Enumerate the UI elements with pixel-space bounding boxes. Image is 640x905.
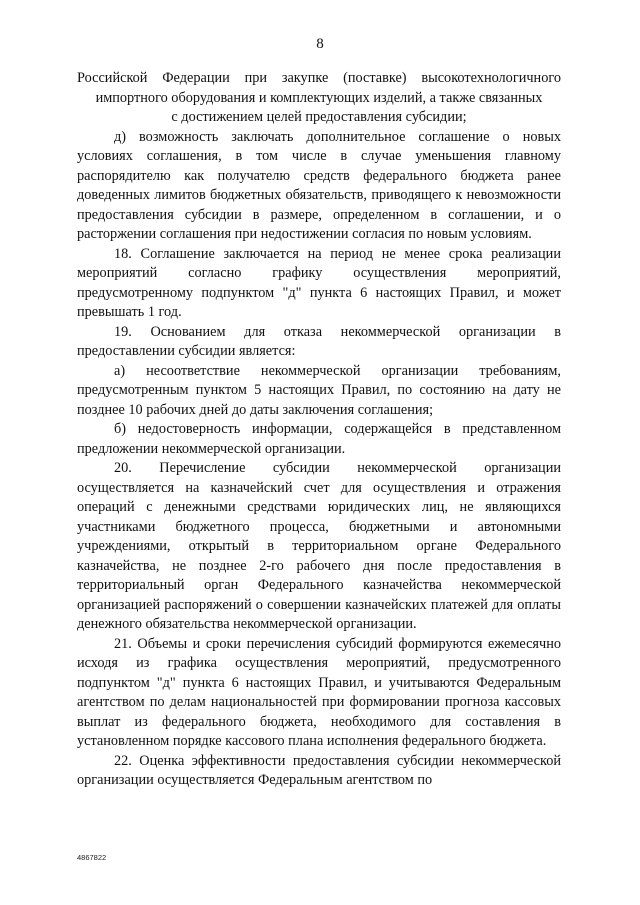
paragraph-continuation-line-2: импортного оборудования и комплектующих изделий, а также связанных <box>95 89 543 106</box>
paragraph-continuation-line-3: с достижением целей предоставления субсидии; <box>171 109 467 125</box>
paragraph-subitem-d: д) возможность заключать дополнительное соглашение о новых условиях соглашения, в том числе в случае уменьшения главному распорядителю как получателю средств федерального бюджета ранее доведенных лимитов бюджетных обязательств, приводящего к невозможности предоставления субсидии в размере, определенном в соглашении, и о расторжении соглашения при недостижении согласия по новым условиям. <box>77 128 561 242</box>
page-number: 8 <box>316 36 324 52</box>
paragraph-item-22: 22. Оценка эффективности предоставления субсидии некоммерческой организации осуществляется Федеральным агентством по <box>77 752 561 788</box>
paragraph-subitem-b: б) недостоверность информации, содержащейся в представленном предложении некоммерческой организации. <box>77 421 561 457</box>
document-body <box>77 69 561 791</box>
document-code: 4867822 <box>77 853 107 862</box>
paragraph-item-20: 20. Перечисление субсидии некоммерческой организации осуществляется на казначейский счет для осуществления и отражения операций с денежными средствами юридических лиц, не являющихся участниками бюджетного процесса, бюджетными и автономными учреждениями, открытый в территориальном органе Федерального казначейства, не позднее 2-го рабочего дня после предоставления в территориальный орган Федерального казначейства некоммерческой организацией распоряжений о совершении казначейских платежей для оплаты денежного обязательства некоммерческой организации. <box>77 460 561 632</box>
paragraph-item-21: 21. Объемы и сроки перечисления субсидий формируются ежемесячно исходя из графика осуществления мероприятий, предусмотренного подпунктом "д" пункта 6 настоящих Правил, и учитываются Федеральным агентством по делам национальностей при формировании прогноза кассовых выплат из федерального бюджета, необходимого для составления в установленном порядке кассового плана исполнения федерального бюджета. <box>77 635 561 749</box>
paragraph-continuation-line-1: Российской Федерации при закупке (поставке) высокотехнологичного <box>77 70 561 86</box>
paragraph-item-18: 18. Соглашение заключается на период не менее срока реализации мероприятий согласно графику осуществления мероприятий, предусмотренному подпунктом "д" пункта 6 настоящих Правил, и может превышать 1 год. <box>77 245 561 320</box>
paragraph-subitem-a: а) несоответствие некоммерческой организации требованиям, предусмотренным пунктом 5 настоящих Правил, по состоянию на дату не позднее 10 рабочих дней до даты заключения соглашения; <box>77 362 561 418</box>
paragraph-item-19: 19. Основанием для отказа некоммерческой организации в предоставлении субсидии является: <box>77 323 561 359</box>
